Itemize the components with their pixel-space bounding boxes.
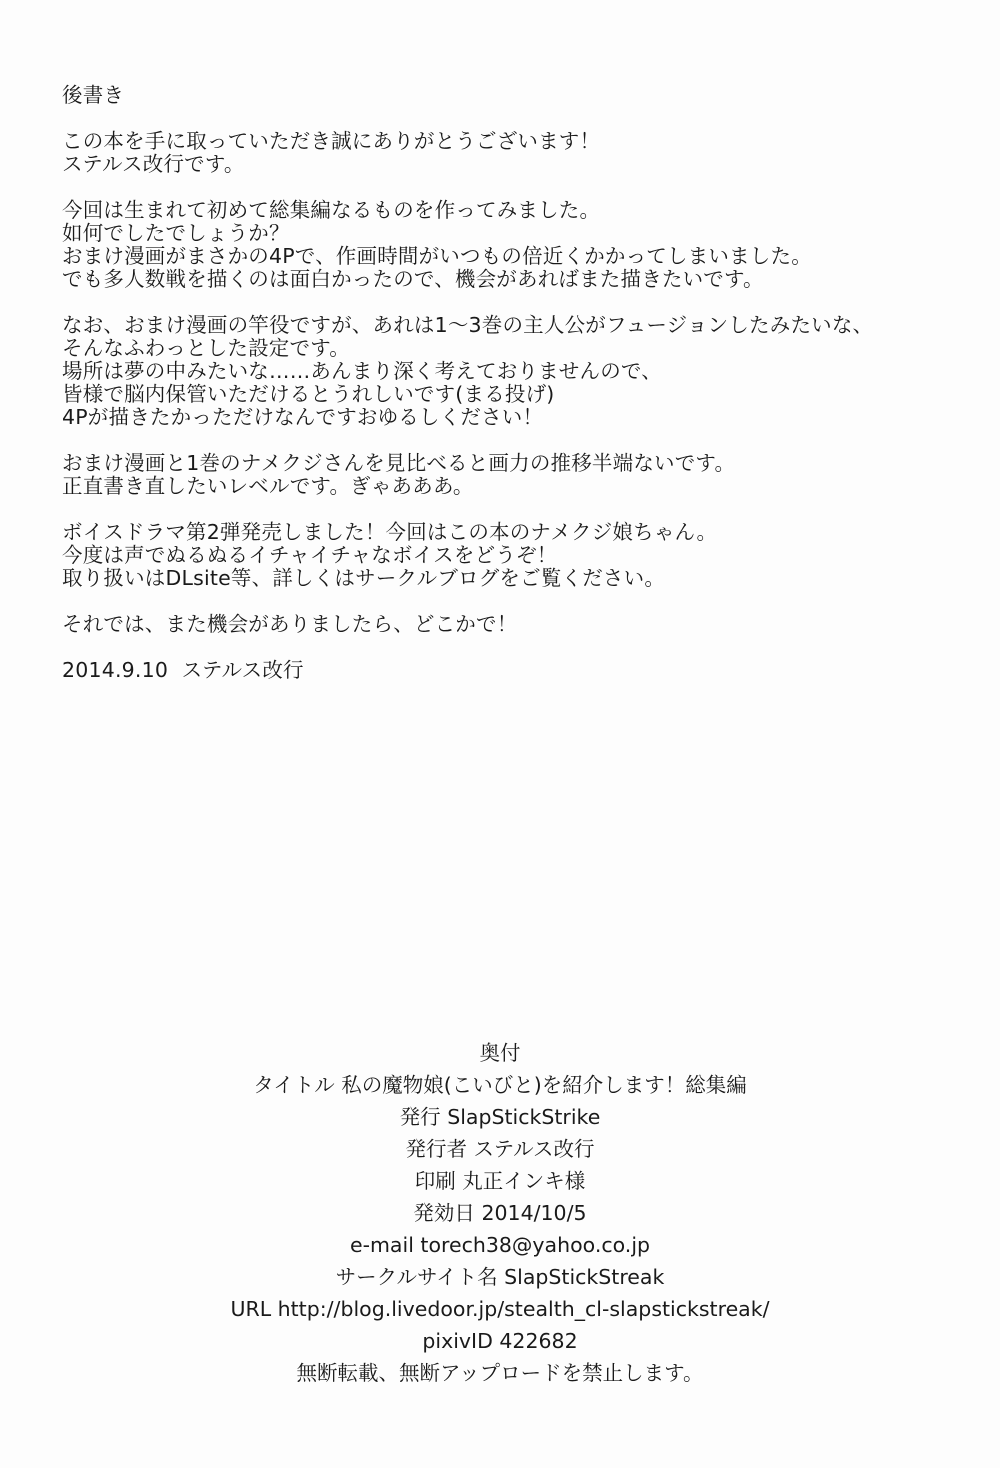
- colophon-url: URL http://blog.livedoor.jp/stealth_cl-slapstickstreak/: [230, 1297, 770, 1321]
- afterword-line: なお、おまけ漫画の竿役ですが、あれは1～3巻の主人公がフュージョンしたみたいな、: [62, 313, 874, 337]
- afterword-line: おまけ漫画と1巻のナメクジさんを見比べると画力の推移半端ないです。: [62, 451, 736, 475]
- paragraph-gap: [62, 498, 942, 521]
- colophon-date: 発効日 2014/10/5: [413, 1201, 587, 1225]
- afterword-line: 場所は夢の中みたいな……あんまり深く考えておりませんので、: [62, 359, 662, 383]
- colophon-section: [0, 1037, 1000, 1389]
- afterword-signature: 2014.9.10 ステルス改行: [62, 658, 304, 682]
- afterword-heading: 後書き: [62, 83, 125, 107]
- afterword-line: それでは、また機会がありましたら、どこかで！: [62, 612, 518, 636]
- colophon-heading: 奥付: [479, 1041, 521, 1065]
- paragraph-gap: [62, 107, 942, 130]
- afterword-line: おまけ漫画がまさかの4Pで、作画時間がいつもの倍近くかかってしまいました。: [62, 244, 812, 268]
- colophon-email: e-mail torech38@yahoo.co.jp: [349, 1233, 651, 1257]
- afterword-line: 4Pが描きたかっただけなんですおゆるしください！: [62, 405, 544, 429]
- afterword-line: 今度は声でぬるぬるイチャイチャなボイスをどうぞ！: [62, 543, 558, 567]
- paragraph-gap: [62, 176, 942, 199]
- colophon-circle-site: サークルサイト名 SlapStickStreak: [335, 1265, 665, 1289]
- colophon-issuer: 発行者 ステルス改行: [405, 1137, 595, 1161]
- colophon-notice: 無断転載、無断アップロードを禁止します。: [296, 1361, 704, 1385]
- afterword-line: ステルス改行です。: [62, 152, 245, 176]
- afterword-line: 今回は生まれて初めて総集編なるものを作ってみました。: [62, 198, 601, 222]
- afterword-section: [62, 84, 942, 682]
- paragraph-gap: [62, 291, 942, 314]
- paragraph-gap: [62, 590, 942, 613]
- afterword-line: そんなふわっとした設定です。: [62, 336, 350, 360]
- colophon-printer: 印刷 丸正インキ様: [414, 1169, 586, 1193]
- afterword-line: 皆様で脳内保管いただけるとうれしいです(まる投げ): [62, 382, 555, 406]
- colophon-title: タイトル 私の魔物娘(こいびと)を紹介します！総集編: [253, 1073, 747, 1097]
- afterword-line: 如何でしたでしょうか？: [62, 221, 290, 245]
- colophon-pixiv-id: pixivID 422682: [422, 1329, 578, 1353]
- colophon-publisher: 発行 SlapStickStrike: [399, 1105, 601, 1129]
- afterword-line: この本を手に取っていただき誠にありがとうございます！: [62, 129, 601, 153]
- afterword-line: 正直書き直したいレベルです。ぎゃあああ。: [62, 474, 474, 498]
- paragraph-gap: [62, 636, 942, 659]
- paragraph-gap: [62, 429, 942, 452]
- afterword-line: ボイスドラマ第2弾発売しました！今回はこの本のナメクジ娘ちゃん。: [62, 520, 718, 544]
- afterword-line: でも多人数戦を描くのは面白かったので、機会があればまた描きたいです。: [62, 267, 764, 291]
- afterword-line: 取り扱いはDLsite等、詳しくはサークルブログをご覧ください。: [62, 566, 666, 590]
